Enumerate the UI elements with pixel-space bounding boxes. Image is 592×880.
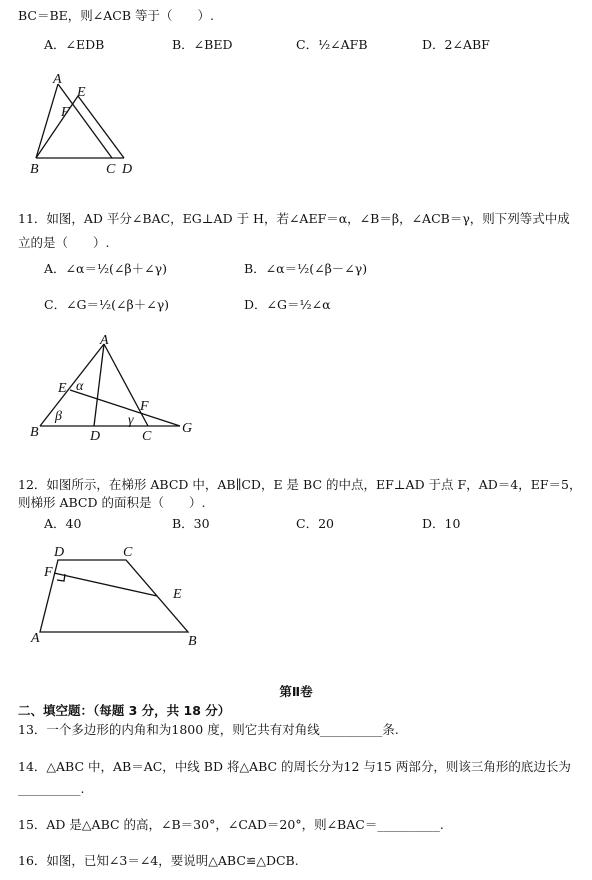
q10-label-a: A: [53, 72, 62, 87]
q11-option-c: C．∠G＝½(∠β＋∠γ): [44, 297, 170, 312]
q12-label-e: E: [173, 587, 182, 602]
q11-segment-ab: [40, 344, 104, 426]
q11-segment-eg: [70, 390, 180, 426]
q11-label-d: D: [90, 429, 101, 444]
q11-label-e: E: [58, 381, 67, 396]
q15-text: 15．AD 是△ABC 的高，∠B＝30°，∠CAD＝20°，则∠BAC＝__________.: [18, 817, 444, 832]
q12-label-a: A: [31, 631, 40, 646]
q10-option-d: D．2∠ABF: [422, 37, 490, 52]
q12-option-b: B．30: [172, 516, 210, 531]
q16-text: 16．如图，已知∠3＝∠4，要说明△ABC≌△DCB.: [18, 853, 299, 868]
q10-segment-be: [36, 96, 78, 158]
q10-label-b: B: [30, 162, 39, 177]
q10-stem-tail: BC＝BE，则∠ACB 等于（ ）.: [18, 8, 214, 23]
q12-label-d: D: [54, 545, 65, 560]
q10-segment-ab: [36, 84, 58, 158]
q14-line2: __________.: [18, 781, 85, 796]
q11-figure: [24, 332, 204, 444]
q12-label-b: B: [188, 634, 197, 649]
q12-figure: [26, 540, 216, 650]
volume-heading: 第Ⅱ卷: [279, 684, 313, 699]
q12-trapezoid-abcd: [40, 560, 188, 632]
q11-label-f: F: [140, 399, 149, 414]
q11-label-gamma: γ: [128, 413, 134, 428]
q12-option-c: C．20: [296, 516, 334, 531]
q11-stem-line2: 立的是（ ）.: [18, 235, 110, 250]
q12-stem-line1: 12．如图所示，在梯形 ABCD 中，AB∥CD，E 是 BC 的中点，EF⊥AD 于点 F，AD＝4，EF＝5，: [18, 477, 582, 492]
q10-option-a: A．∠EDB: [44, 37, 105, 52]
q10-segment-ed: [78, 96, 124, 158]
q11-option-b: B．∠α＝½(∠β－∠γ): [244, 261, 368, 276]
q11-label-alpha: α: [76, 379, 84, 394]
q11-label-beta: β: [55, 409, 62, 424]
section-title: 二、填空题：（每题 3 分，共 18 分）: [18, 703, 231, 718]
q10-figure: [20, 72, 150, 182]
q10-option-b: B．∠BED: [172, 37, 233, 52]
q10-label-c: C: [106, 162, 116, 177]
q11-label-g: G: [182, 421, 193, 436]
q11-label-a: A: [100, 333, 109, 348]
q10-label-f: F: [61, 105, 70, 120]
q11-option-d: D．∠G＝½∠α: [244, 297, 331, 312]
q12-label-c: C: [123, 545, 133, 560]
q10-label-e: E: [77, 85, 86, 100]
q11-segment-ad: [94, 344, 104, 426]
q10-label-d: D: [122, 162, 133, 177]
q11-label-b: B: [30, 425, 39, 440]
q11-stem-line1: 11．如图，AD 平分∠BAC，EG⊥AD 于 H，若∠AEF＝α，∠B＝β，∠ACB＝γ，则下列等式中成: [18, 211, 570, 226]
q13-text: 13．一个多边形的内角和为1800 度，则它共有对角线__________条.: [18, 722, 399, 737]
q11-label-c: C: [142, 429, 152, 444]
q12-option-d: D．10: [422, 516, 461, 531]
q10-option-c: C．½∠AFB: [296, 37, 368, 52]
q12-stem-line2: 则梯形 ABCD 的面积是（ ）.: [18, 495, 206, 510]
q14-line1: 14．△ABC 中，AB＝AC，中线 BD 将△ABC 的周长分为12 与15 两部分，则该三角形的底边长为: [18, 759, 571, 774]
q12-option-a: A．40: [44, 516, 82, 531]
q12-label-f: F: [44, 565, 53, 580]
q12-segment-ef: [54, 573, 157, 596]
q11-option-a: A．∠α＝½(∠β＋∠γ): [44, 261, 167, 276]
